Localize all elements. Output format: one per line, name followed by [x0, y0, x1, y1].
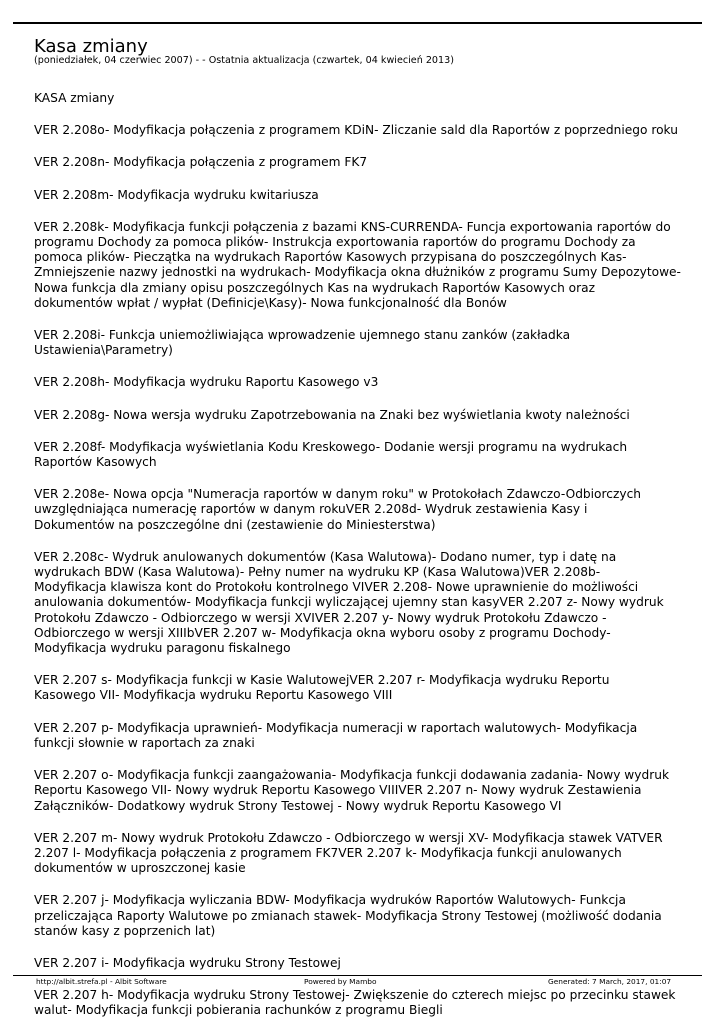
article-paragraph: VER 2.207 p- Modyfikacja uprawnień- Modyfikacja numeracji w raportach walutowych- Modyfikacja funkcji słownie w raportach za znaki: [34, 720, 638, 750]
article-paragraph: VER 2.207 h- Modyfikacja wydruku Strony Testowej- Zwiększenie do czterech miejsc po przecinku stawek walut- Modyfikacja funkcji pobierania rachunków z programu Biegli: [34, 988, 676, 1018]
top-divider: [13, 22, 702, 24]
article-paragraph: VER 2.207 s- Modyfikacja funkcji w Kasie WalutowejVER 2.207 r- Modyfikacja wydruku Reportu Kasowego VII- Modyfikacja wydruku Reportu Kasowego VIII: [34, 673, 610, 703]
article-body: [34, 91, 694, 1036]
article-paragraph: VER 2.208g- Nowa wersja wydruku Zapotrzebowania na Znaki bez wyświetlania kwoty należności: [34, 407, 630, 422]
article-paragraph: VER 2.207 j- Modyfikacja wyliczania BDW- Modyfikacja wydruków Raportów Walutowych- Funkcja przeliczająca Raporty Walutowe po zmianach stawek- Modyfikacja Strony Testowej (możliwość dodania stanów kasy z poprzenich lat): [34, 893, 662, 938]
page-dates: (poniedziałek, 04 czerwiec 2007) - - Ostatnia aktualizacja (czwartek, 04 kwiecień 2013): [34, 55, 454, 66]
page-title: Kasa zmiany: [34, 36, 148, 57]
footer-site-link[interactable]: http://albit.strefa.pl - Albit Software: [36, 977, 167, 986]
footer-divider: [13, 975, 702, 976]
article-paragraph: VER 2.208o- Modyfikacja połączenia z programem KDiN- Zliczanie sald dla Raportów z poprzedniego roku: [34, 123, 678, 138]
article-paragraph: VER 2.208h- Modyfikacja wydruku Raportu Kasowego v3: [34, 375, 379, 390]
article-paragraph: VER 2.207 i- Modyfikacja wydruku Strony Testowej: [34, 955, 341, 970]
article-paragraph: VER 2.208n- Modyfikacja połączenia z programem FK7: [34, 155, 368, 170]
article-paragraph: VER 2.208i- Funkcja uniemożliwiająca wprowadzenie ujemnego stanu zanków (zakładka Ustawienia\Parametry): [34, 328, 571, 358]
article-paragraph: VER 2.208c- Wydruk anulowanych dokumentów (Kasa Walutowa)- Dodano numer, typ i datę na wydrukach BDW (Kasa Walutowa)- Pełny numer na wydruku KP (Kasa Walutowa)VER 2.208b- Modyfikacja klawisza kont do Protokołu kontrolnego VIVER 2.208- Nowe uprawnienie do możliwości anulowania dokumentów- Modyfikacja funkcji wyliczającej ujemny stan kasyVER 2.207 z- Nowy wydruk Protokołu Zdawczo - Odbiorczego w wersji XVIVER 2.207 y- Nowy wydruk Protokołu Zdawczo - Odbiorczego w wersji XIIIbVER 2.207 w- Modyfikacja okna wyboru osoby z programu Dochody- Modyfikacja wydruku paragonu fiskalnego: [34, 549, 664, 656]
article-paragraph: VER 2.208e- Nowa opcja "Numeracja raportów w danym roku" w Protokołach Zdawczo-Odbiorczych uwzględniająca numerację raportów w danym rokuVER 2.208d- Wydruk zestawienia Kasy i Dokumentów na poszczególne dni (zestawienie do Miniesterstwa): [34, 487, 641, 532]
article-paragraph: VER 2.208f- Modyfikacja wyświetlania Kodu Kreskowego- Dodanie wersji programu na wydrukach Raportów Kasowych: [34, 439, 628, 470]
footer-generated-date: Generated: 7 March, 2017, 01:07: [548, 977, 672, 986]
footer-powered-by: Powered by Mambo: [304, 977, 377, 986]
article-paragraph: VER 2.207 m- Nowy wydruk Protokołu Zdawczo - Odbiorczego w wersji XV- Modyfikacja stawek VATVER 2.207 l- Modyfikacja połączenia z programem FK7VER 2.207 k- Modyfikacja funkcji anulowanych dokumentów w uproszczonej kasie: [34, 830, 663, 876]
article-paragraph: KASA zmiany: [34, 91, 115, 105]
article-paragraph: VER 2.208m- Modyfikacja wydruku kwitariusza: [34, 187, 319, 202]
article-paragraph: VER 2.208k- Modyfikacja funkcji połączenia z bazami KNS-CURRENDA- Funcja exportowania raportów do programu Dochody za pomoca plików- Instrukcja exportowania raportów do programu Dochody za pomoca plików- Pieczątka na wydrukach Raportów Kasowych przypisana do poszczególnych Kas- Zmniejszenie nazwy jednostki na wydrukach- Modyfikacja okna dłużników z programu Sumy Depozytowe- Nowa funkcja dla zmiany opisu poszczególnych Kas na wydrukach Raportów Kasowych oraz dokumentów wpłat / wypłat (Definicje\Kasy)- Nowa funkcjonalność dla Bonów: [34, 219, 681, 310]
article-paragraph: VER 2.207 o- Modyfikacja funkcji zaangażowania- Modyfikacja funkcji dodawania zadania- Nowy wydruk Reportu Kasowego VII- Nowy wydruk Reportu Kasowego VIIIVER 2.207 n- Nowy wydruk Zestawienia Załączników- Dodatkowy wydruk Strony Testowej - Nowy wydruk Reportu Kasowego VI: [34, 768, 670, 813]
